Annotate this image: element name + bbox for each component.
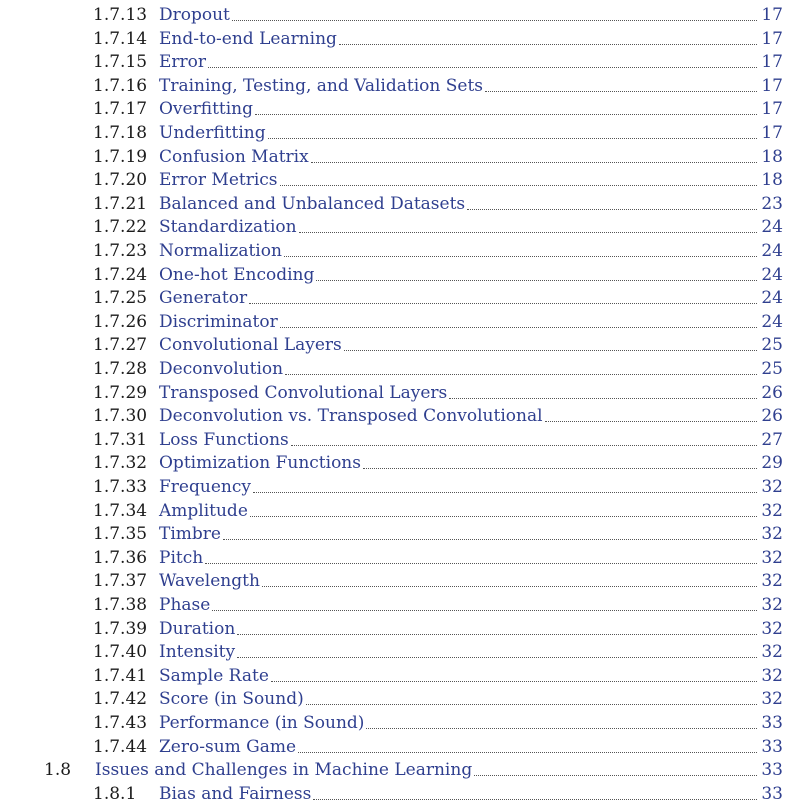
toc-entry-title[interactable]: Timbre (159, 524, 221, 545)
toc-entry-number: 1.7.24 (93, 264, 148, 285)
toc-entry-number: 1.7.26 (93, 311, 148, 332)
toc-entry-number: 1.7.21 (93, 193, 148, 214)
toc-entry-page[interactable]: 32 (761, 477, 783, 497)
toc-dot-leader (250, 516, 757, 517)
toc-entry-title[interactable]: Duration (159, 618, 236, 639)
toc-entry-number: 1.7.28 (93, 359, 148, 379)
toc-dot-leader (255, 114, 757, 115)
toc-entry-title[interactable]: Deconvolution (159, 359, 284, 379)
toc-entry-title[interactable]: Training, Testing, and Validation Sets (159, 75, 484, 96)
toc-entry-title[interactable]: Performance (in Sound) (159, 713, 365, 733)
toc-entry-number: 1.8 (44, 760, 72, 781)
toc-dot-leader (208, 67, 757, 68)
toc-subsection-entry[interactable] (93, 568, 783, 592)
toc-entry-number: 1.7.13 (93, 5, 148, 25)
toc-entry-number: 1.7.22 (93, 217, 148, 238)
toc-subsection-entry[interactable] (93, 403, 783, 427)
toc-entry-title[interactable]: Error (159, 52, 207, 73)
toc-entry-page[interactable]: 24 (761, 241, 783, 261)
toc-dot-leader (280, 327, 758, 328)
toc-entry-page[interactable]: 33 (761, 783, 783, 800)
toc-entry-page[interactable]: 17 (761, 75, 783, 96)
toc-dot-leader (316, 280, 757, 281)
toc-subsection-entry[interactable] (93, 663, 783, 687)
toc-entry-title[interactable]: Discriminator (159, 311, 278, 332)
toc-subsection-entry[interactable] (93, 49, 783, 73)
toc-subsection-entry[interactable] (93, 144, 783, 168)
toc-subsection-entry[interactable] (93, 332, 783, 356)
toc-entry-number: 1.7.43 (93, 713, 148, 733)
toc-dot-leader (280, 185, 758, 186)
toc-subsection-entry[interactable] (93, 120, 783, 144)
toc-entry-page[interactable]: 33 (761, 713, 783, 733)
toc-entry-number: 1.7.15 (93, 52, 148, 73)
toc-subsection-entry[interactable] (93, 545, 783, 569)
toc-dot-leader (253, 492, 757, 493)
toc-entry-number: 1.7.41 (93, 665, 148, 686)
toc-entry-number: 1.7.35 (93, 524, 148, 545)
toc-entry-number: 1.7.25 (93, 288, 148, 309)
toc-subsection-entry[interactable] (93, 73, 783, 97)
toc-subsection-entry[interactable] (93, 356, 783, 380)
toc-dot-leader (212, 610, 757, 611)
toc-entry-page[interactable]: 18 (761, 146, 783, 167)
toc-entry-number: 1.8.1 (93, 783, 137, 800)
toc-subsection-entry[interactable] (93, 309, 783, 333)
toc-entry-title[interactable]: Loss Functions (159, 429, 289, 450)
toc-entry-page[interactable]: 24 (761, 264, 783, 285)
toc-dot-leader (268, 138, 758, 139)
toc-entry-number: 1.7.33 (93, 477, 148, 497)
toc-entry-page[interactable]: 32 (761, 618, 783, 639)
toc-dot-leader (237, 634, 757, 635)
toc-entry-page[interactable]: 26 (761, 406, 783, 427)
toc-entry-page[interactable]: 26 (761, 382, 783, 403)
toc-subsection-entry[interactable] (93, 2, 783, 26)
toc-entry-title[interactable]: Error Metrics (159, 170, 278, 191)
toc-dot-leader (339, 44, 757, 45)
toc-entry-number: 1.7.29 (93, 382, 148, 403)
toc-entry-page[interactable]: 33 (761, 760, 783, 781)
toc-section-entry[interactable] (44, 757, 783, 781)
toc-subsection-entry[interactable] (93, 450, 783, 474)
toc-entry-number: 1.7.44 (93, 736, 148, 757)
toc-entry-page[interactable]: 24 (761, 288, 783, 309)
toc-entry-number: 1.7.42 (93, 689, 148, 710)
toc-subsection-entry[interactable] (93, 592, 783, 616)
toc-entry-title[interactable]: Wavelength (159, 571, 260, 592)
toc-entry-page[interactable]: 17 (761, 52, 783, 73)
toc-entry-title[interactable]: Convolutional Layers (159, 335, 342, 356)
toc-subsection-entry[interactable] (93, 521, 783, 545)
toc-entry-number: 1.7.14 (93, 28, 148, 49)
toc-entry-page[interactable]: 32 (761, 547, 783, 568)
toc-entry-page[interactable]: 17 (761, 5, 783, 25)
toc-dot-leader (366, 728, 757, 729)
toc-entry-title[interactable]: Optimization Functions (159, 453, 361, 474)
toc-entry-number: 1.7.18 (93, 123, 148, 143)
toc-dot-leader (249, 303, 757, 304)
toc-subsection-entry[interactable] (93, 474, 783, 498)
toc-entry-page[interactable]: 32 (761, 524, 783, 545)
toc-entry-page[interactable]: 32 (761, 500, 783, 521)
toc-entry-page[interactable]: 24 (761, 311, 783, 332)
toc-entry-number: 1.7.38 (93, 595, 148, 615)
toc-dot-leader (485, 91, 757, 92)
toc-subsection-entry[interactable] (93, 380, 783, 404)
toc-dot-leader (467, 209, 757, 210)
toc-entry-number: 1.7.34 (93, 500, 148, 521)
toc-subsection-entry[interactable] (93, 639, 783, 663)
toc-entry-page[interactable]: 29 (761, 453, 783, 474)
toc-entry-title[interactable]: Underfitting (159, 123, 266, 143)
toc-entry-number: 1.7.30 (93, 406, 148, 427)
toc-entry-number: 1.7.20 (93, 170, 148, 191)
toc-entry-number: 1.7.17 (93, 99, 148, 120)
toc-entry-title[interactable]: Normalization (159, 241, 282, 261)
toc-entry-title[interactable]: Confusion Matrix (159, 146, 309, 167)
toc-dot-leader (262, 586, 757, 587)
toc-entry-title[interactable]: Intensity (159, 642, 236, 663)
toc-subsection-entry[interactable] (93, 686, 783, 710)
toc-entry-page[interactable]: 17 (761, 28, 783, 49)
toc-entry-number: 1.7.36 (93, 547, 148, 568)
toc-subsection-entry[interactable] (93, 191, 783, 215)
toc-entry-title[interactable]: Dropout (159, 5, 230, 25)
toc-dot-leader (271, 681, 757, 682)
toc-dot-leader (284, 256, 757, 257)
toc-entry-title[interactable]: Score (in Sound) (159, 689, 304, 710)
toc-dot-leader (237, 657, 757, 658)
toc-entry-title[interactable]: Frequency (159, 477, 251, 497)
toc-entry-number: 1.7.40 (93, 642, 148, 663)
toc-dot-leader (299, 232, 758, 233)
toc-subsection-entry[interactable] (93, 781, 783, 800)
toc-subsection-entry[interactable] (93, 26, 783, 50)
toc-entry-page[interactable]: 18 (761, 170, 783, 191)
toc-entry-title[interactable]: Pitch (159, 547, 204, 568)
toc-entry-number: 1.7.16 (93, 75, 148, 96)
toc-entry-title[interactable]: Bias and Fairness (159, 783, 312, 800)
toc-entry-title[interactable]: One-hot Encoding (159, 264, 315, 285)
toc-subsection-entry[interactable] (93, 167, 783, 191)
toc-dot-leader (344, 350, 758, 351)
toc-dot-leader (449, 398, 757, 399)
toc-entry-number: 1.7.19 (93, 146, 148, 167)
toc-dot-leader (545, 421, 758, 422)
toc-entry-page[interactable]: 27 (761, 429, 783, 450)
toc-subsection-entry[interactable] (93, 427, 783, 451)
toc-dot-leader (291, 445, 758, 446)
toc-entry-page[interactable]: 32 (761, 642, 783, 663)
toc-entry-title[interactable]: Generator (159, 288, 248, 309)
toc-dot-leader (363, 468, 757, 469)
toc-dot-leader (306, 704, 758, 705)
toc-dot-leader (223, 539, 757, 540)
toc-entry-page[interactable]: 32 (761, 595, 783, 615)
toc-entry-title[interactable]: Deconvolution vs. Transposed Convolutional (159, 406, 543, 427)
toc-entry-page[interactable]: 17 (761, 123, 783, 143)
toc-entry-page[interactable]: 33 (761, 736, 783, 757)
toc-entry-page[interactable]: 23 (761, 193, 783, 214)
toc-entry-title[interactable]: Transposed Convolutional Layers (159, 382, 448, 403)
toc-entry-number: 1.7.31 (93, 429, 148, 450)
toc-entry-title[interactable]: Overfitting (159, 99, 253, 120)
toc-entry-title[interactable]: Issues and Challenges in Machine Learning (95, 760, 473, 781)
toc-entry-page[interactable]: 17 (761, 99, 783, 120)
toc-entry-number: 1.7.39 (93, 618, 148, 639)
toc-subsection-entry[interactable] (93, 238, 783, 262)
toc-entry-title[interactable]: Sample Rate (159, 665, 269, 686)
toc-entry-number: 1.7.27 (93, 335, 148, 356)
toc-dot-leader (474, 775, 757, 776)
toc-subsection-entry[interactable] (93, 262, 783, 286)
toc-dot-leader (298, 752, 757, 753)
toc-subsection-entry[interactable] (93, 285, 783, 309)
toc-entry-number: 1.7.37 (93, 571, 148, 592)
toc-entry-page[interactable]: 25 (761, 335, 783, 356)
toc-entry-title[interactable]: Amplitude (159, 500, 248, 521)
toc-dot-leader (205, 563, 757, 564)
toc-dot-leader (285, 374, 757, 375)
toc-subsection-entry[interactable] (93, 498, 783, 522)
toc-entry-page[interactable]: 32 (761, 571, 783, 592)
toc-subsection-entry[interactable] (93, 734, 783, 758)
toc-entry-page[interactable]: 24 (761, 217, 783, 238)
toc-dot-leader (311, 162, 758, 163)
toc-entry-title[interactable]: End-to-end Learning (159, 28, 337, 49)
toc-subsection-entry[interactable] (93, 616, 783, 640)
toc-entry-title[interactable]: Zero-sum Game (159, 736, 297, 757)
toc-entry-title[interactable]: Balanced and Unbalanced Datasets (159, 193, 466, 214)
toc-entry-page[interactable]: 32 (761, 665, 783, 686)
toc-subsection-entry[interactable] (93, 96, 783, 120)
toc-entry-number: 1.7.32 (93, 453, 148, 474)
toc-subsection-entry[interactable] (93, 710, 783, 734)
toc-dot-leader (232, 20, 757, 21)
toc-entry-title[interactable]: Standardization (159, 217, 297, 238)
toc-entry-title[interactable]: Phase (159, 595, 211, 615)
toc-subsection-entry[interactable] (93, 214, 783, 238)
toc-entry-page[interactable]: 25 (761, 359, 783, 379)
toc-entry-number: 1.7.23 (93, 241, 148, 261)
toc-entry-page[interactable]: 32 (761, 689, 783, 710)
